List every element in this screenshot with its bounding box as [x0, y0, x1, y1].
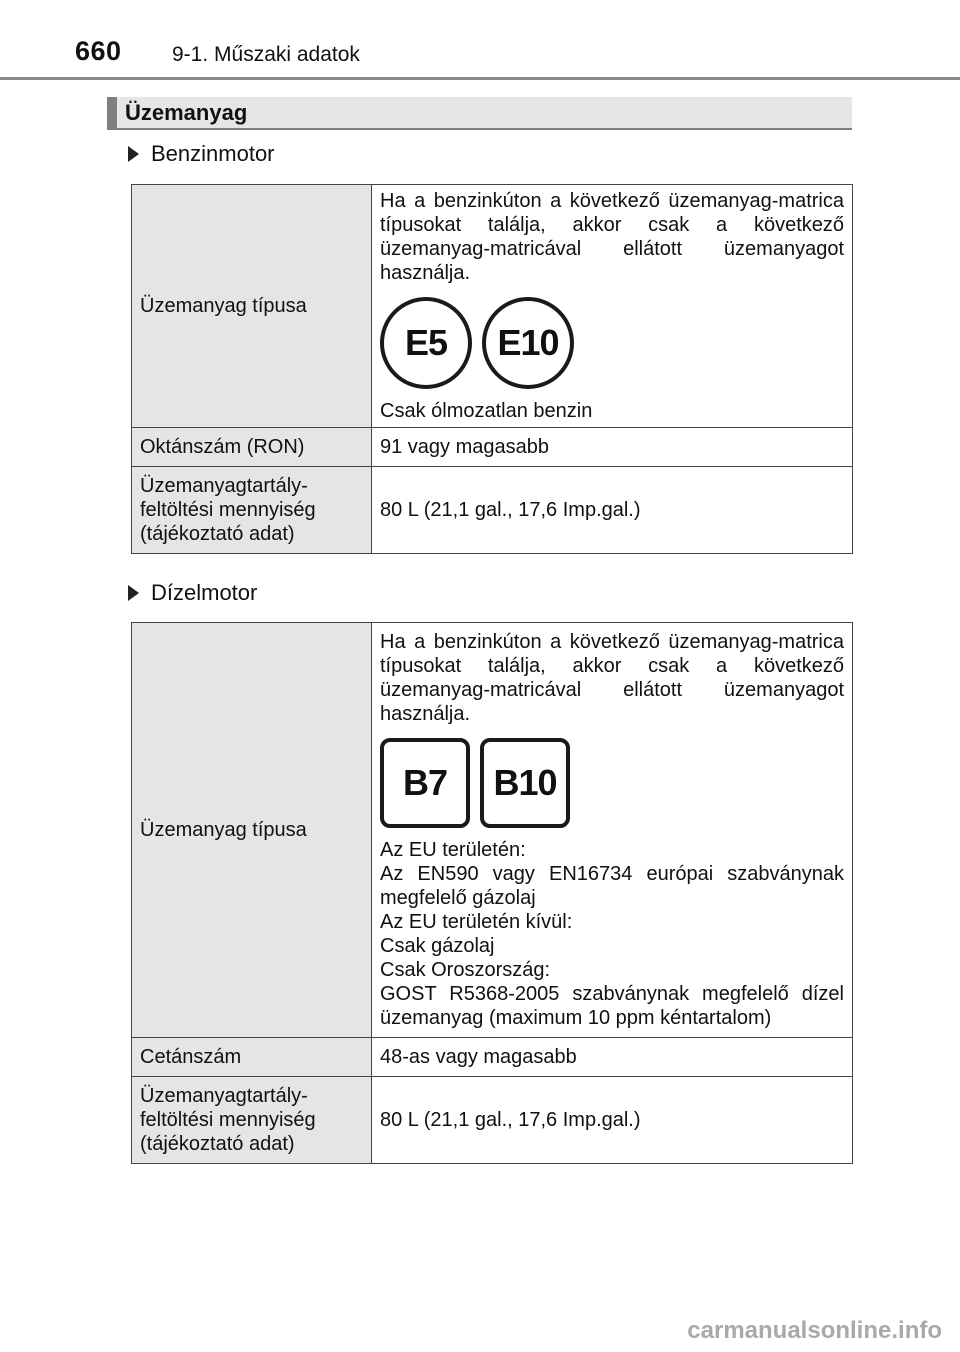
e5-fuel-label-icon: E5: [380, 297, 472, 389]
diesel-capacity-label: Üzemanyagtartály-feltöltési mennyiség (tájékoztató adat): [132, 1077, 372, 1164]
diesel-note-non-eu: Az EU területén kívül:: [380, 911, 573, 933]
table-row: [132, 1077, 853, 1164]
bullet-triangle-icon: [128, 585, 139, 601]
petrol-capacity-label: Üzemanyagtartály-feltöltési mennyiség (tájékoztató adat): [132, 467, 372, 554]
diesel-cetane-label: Cetánszám: [132, 1038, 372, 1077]
section-heading: [107, 97, 852, 130]
diesel-note-eu: Az EU területén:: [380, 839, 526, 861]
diesel-note-eu-standard: Az EN590 vagy EN16734 európai szabványnak megfelelő gázolaj: [380, 863, 844, 909]
table-row: [132, 185, 853, 428]
table-row: [132, 1038, 853, 1077]
table-row: [132, 467, 853, 554]
diesel-spec-table: [131, 622, 853, 1164]
petrol-heading-text: Benzinmotor: [151, 141, 275, 166]
e10-fuel-label-icon: E10: [482, 297, 574, 389]
diesel-note-russia-standard: GOST R5368-2005 szabványnak megfelelő dízel üzemanyag (maximum 10 ppm kéntartalom): [380, 983, 844, 1029]
diesel-note-non-eu-fuel: Csak gázolaj: [380, 935, 495, 957]
chapter-title: 9-1. Műszaki adatok: [172, 43, 360, 66]
diesel-cetane-value: 48-as vagy magasabb: [372, 1038, 853, 1077]
diesel-fuel-type-label: Üzemanyag típusa: [132, 623, 372, 1038]
petrol-spec-table: [131, 184, 853, 554]
watermark: carmanualsonline.info: [687, 1317, 942, 1344]
table-row: [132, 428, 853, 467]
diesel-badges: [380, 738, 844, 828]
petrol-capacity-value: 80 L (21,1 gal., 17,6 Imp.gal.): [372, 467, 853, 554]
petrol-heading: [128, 141, 275, 167]
page-number: 660: [75, 36, 122, 66]
section-title: Üzemanyag: [125, 100, 248, 125]
b7-fuel-label-icon: B7: [380, 738, 470, 828]
petrol-fuel-type-text: Ha a benzinkúton a következő üzemanyag-matrica típusokat találja, akkor csak a következő üzemanyag-matricával ellátott üzemanyagot használja.: [380, 190, 844, 284]
petrol-fuel-type-label: Üzemanyag típusa: [132, 185, 372, 428]
diesel-capacity-value: 80 L (21,1 gal., 17,6 Imp.gal.): [372, 1077, 853, 1164]
petrol-badges: [380, 297, 844, 389]
petrol-octane-label: Oktánszám (RON): [132, 428, 372, 467]
diesel-fuel-type-value: [372, 623, 853, 1038]
b10-fuel-label-icon: B10: [480, 738, 570, 828]
petrol-fuel-type-value: [372, 185, 853, 428]
table-row: [132, 623, 853, 1038]
bullet-triangle-icon: [128, 146, 139, 162]
diesel-note-russia: Csak Oroszország:: [380, 959, 551, 981]
diesel-heading: [128, 580, 257, 606]
diesel-fuel-type-text: Ha a benzinkúton a következő üzemanyag-matrica típusokat találja, akkor csak a következő üzemanyag-matricával ellátott üzemanyagot használja.: [380, 631, 844, 725]
petrol-fuel-type-note: Csak ólmozatlan benzin: [380, 400, 593, 422]
petrol-octane-value: 91 vagy magasabb: [372, 428, 853, 467]
header-rule: [0, 77, 960, 80]
diesel-heading-text: Dízelmotor: [151, 580, 258, 605]
